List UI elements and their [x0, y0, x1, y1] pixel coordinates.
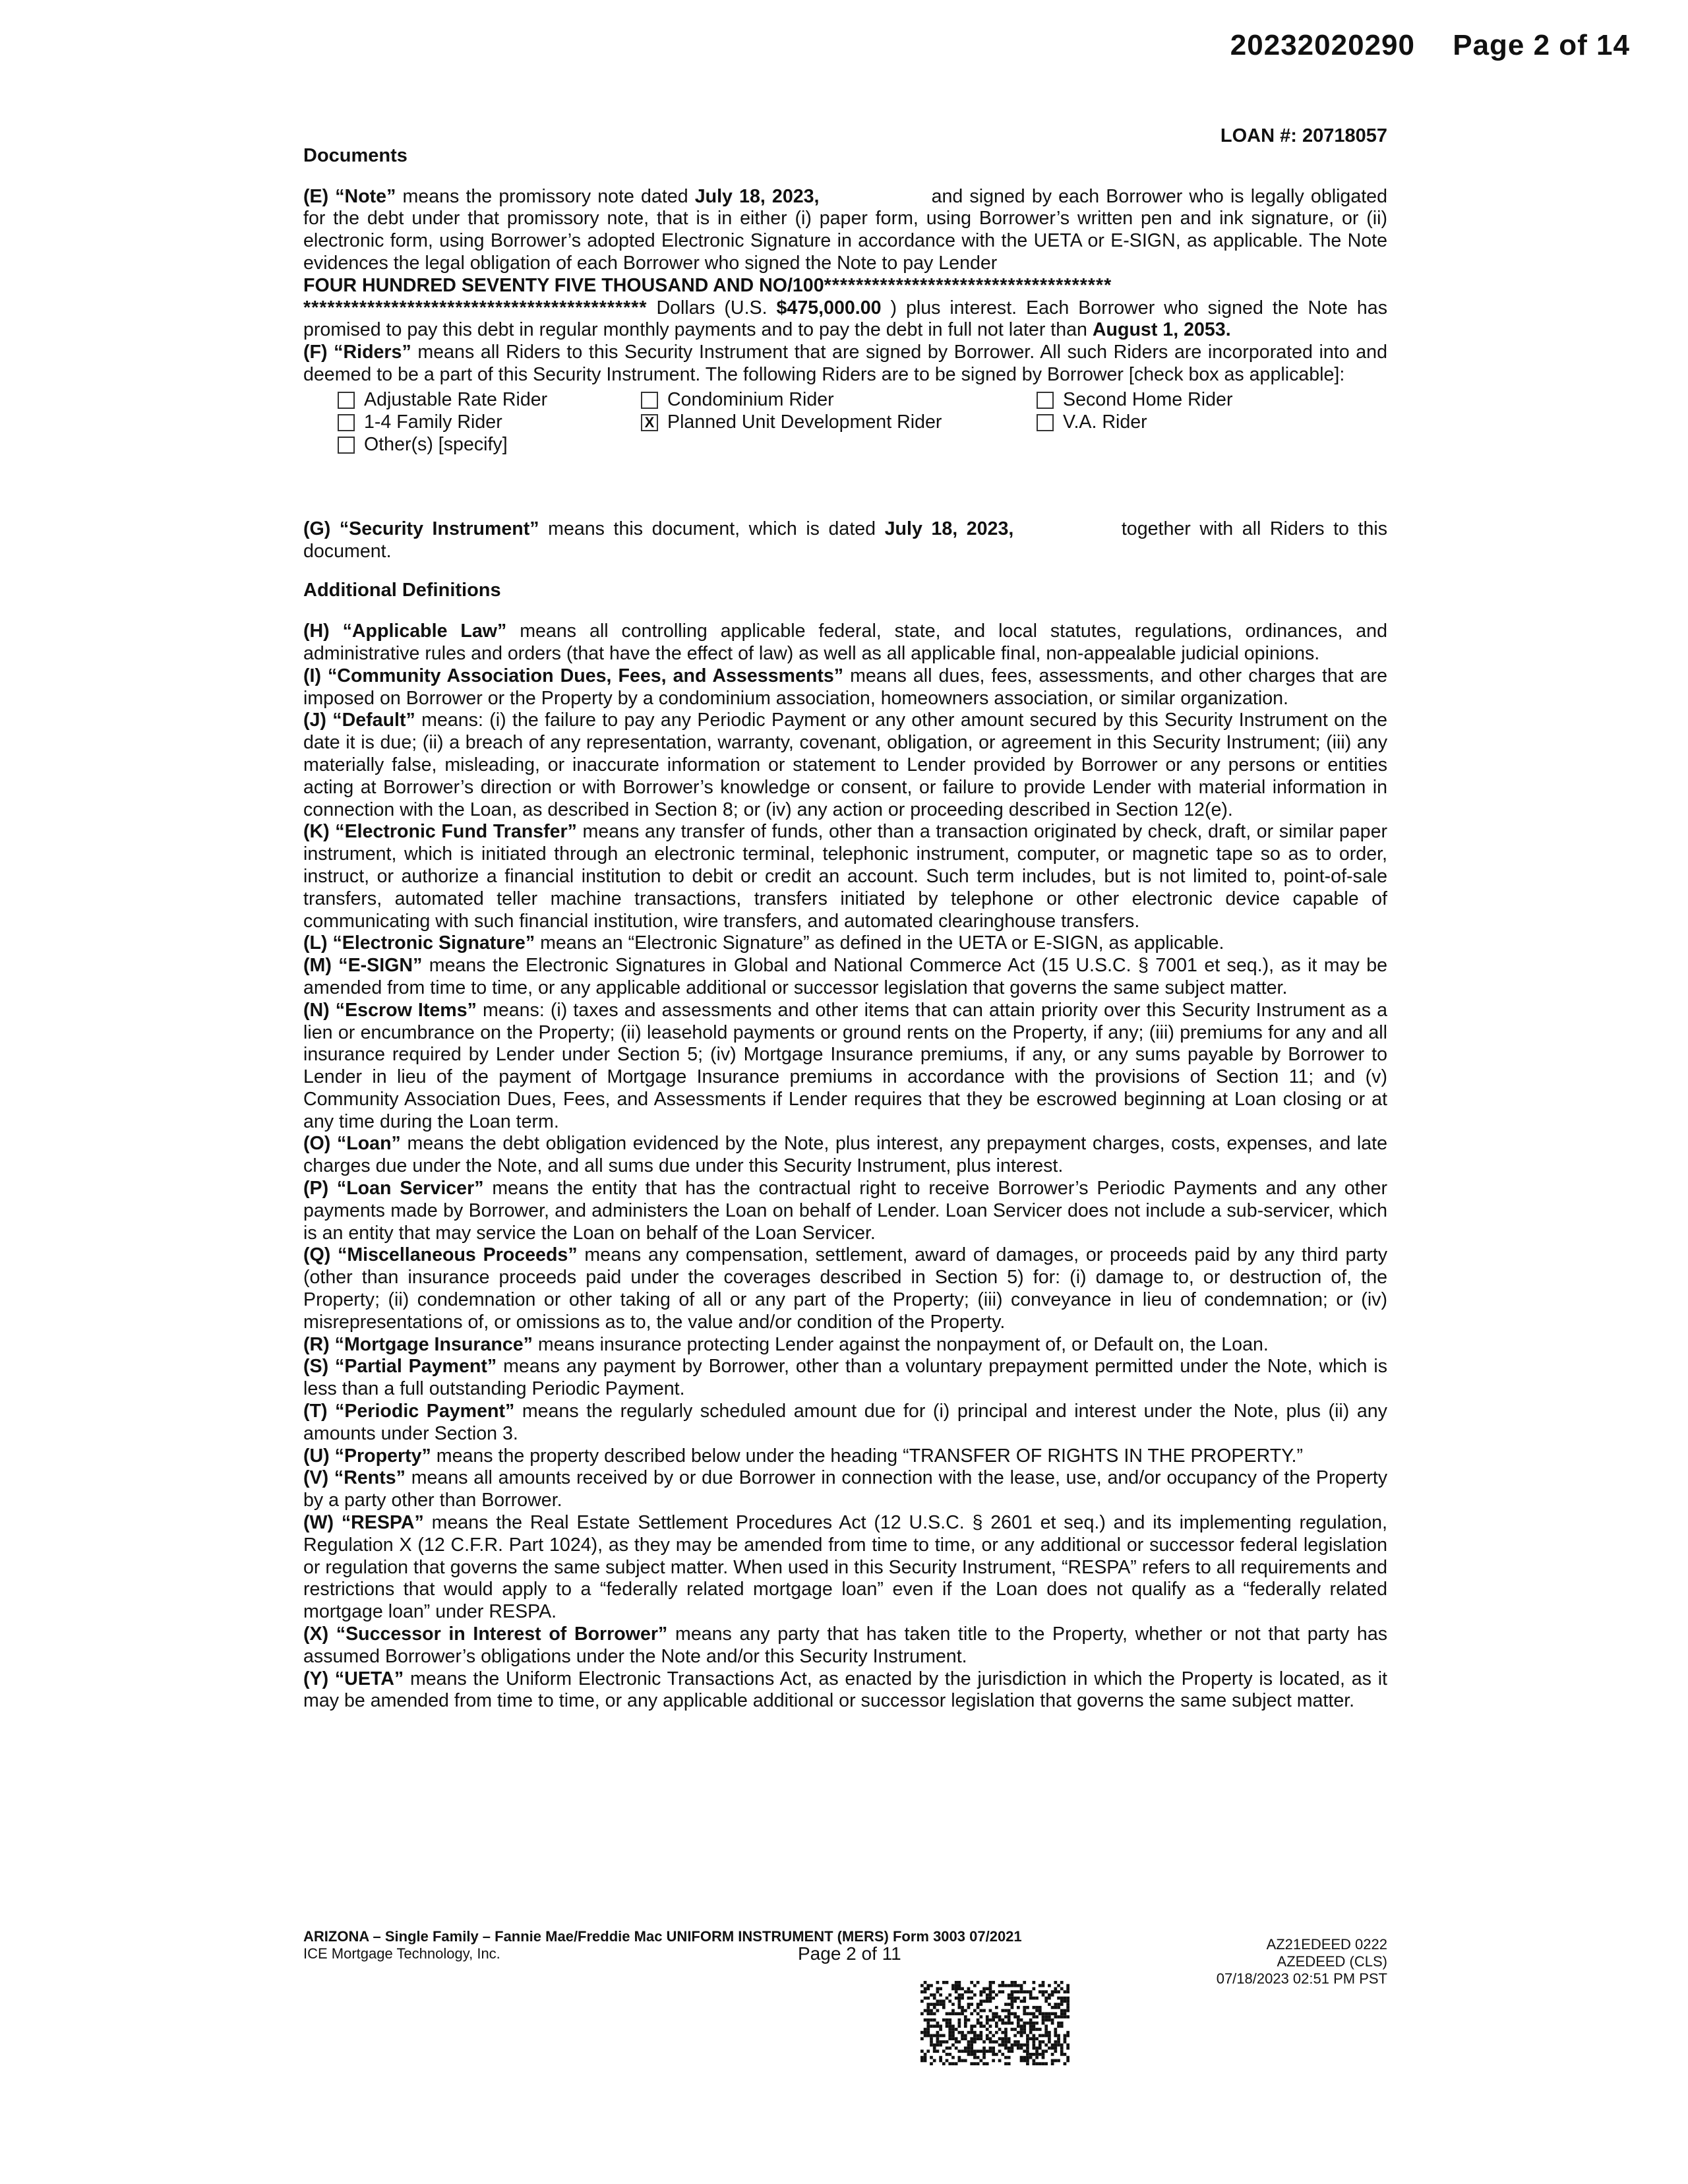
- definition-item: [303, 621, 1387, 665]
- checkbox-icon: [338, 437, 355, 454]
- definition-item: [303, 1178, 1387, 1244]
- definition-note: [303, 186, 1387, 342]
- definition-item: [303, 1000, 1387, 1134]
- def-text: means any payment by Borrower, other than a voluntary prepayment permitted under the Note, which is less than a full outstanding Periodic Payment.: [303, 1356, 1387, 1400]
- definitions-list: [303, 621, 1387, 1713]
- def-text: Dollars (U.S.: [647, 297, 777, 318]
- heading-documents: Documents: [303, 144, 407, 166]
- def-term: “Mortgage Insurance”: [334, 1333, 533, 1355]
- def-label: (W): [303, 1512, 342, 1534]
- def-text: means insurance protecting Lender against the nonpayment of, or Default on, the Loan.: [532, 1333, 1269, 1355]
- def-term: “Community Association Dues, Fees, and Assessments”: [328, 665, 844, 686]
- def-label: (X): [303, 1623, 336, 1645]
- riders-checkbox-grid: [338, 389, 1387, 456]
- definition-item: [303, 1244, 1387, 1333]
- footer-company: ICE Mortgage Technology, Inc.: [303, 1945, 500, 1962]
- def-label: (M): [303, 955, 339, 977]
- def-text: means the regularly scheduled amount due for (i) principal and interest under the Note, plus (ii) any amounts under Section 3.: [303, 1401, 1387, 1444]
- def-term: “Property”: [334, 1445, 431, 1467]
- definition-item: [303, 1668, 1387, 1713]
- footer-page-number: Page 2 of 11: [798, 1943, 901, 1964]
- def-term: “E-SIGN”: [338, 955, 423, 977]
- definition-item: [303, 665, 1387, 710]
- def-term: “Periodic Payment”: [335, 1401, 515, 1422]
- def-text: means all Riders to this Security Instrument that are signed by Borrower. All such Riders are incorporated into and deemed to be a part of this Security Instrument. The following Riders are to be signed by Borrower [check box as applicable]:: [303, 342, 1387, 385]
- rider-label: Condominium Rider: [667, 388, 834, 410]
- def-text: means: (i) the failure to pay any Periodic Payment or any other amount secured by this Security Instrument on the date it is due; (ii) a breach of any representation, warranty, covenant, obligation, or agreement in this Security Instrument; (iii) any materially false, misleading, or inaccurate information or statement to Lender provided by Borrower or any persons or entities acting at Borrower’s direction or with Borrower’s knowledge or consent, or failure to provide Lender with material information in connection with the Loan, as described in Section 8; or (iv) any action or proceeding described in Section 12(e).: [303, 710, 1388, 820]
- def-text: means the promissory note dated: [396, 185, 695, 207]
- definition-item: [303, 1467, 1387, 1512]
- def-text: means the Electronic Signatures in Global and National Commerce Act (15 U.S.C. § 7001 et seq.), as it may be amended from time to time, or any applicable additional or successor legislation that governs the same subject matter.: [303, 955, 1387, 998]
- def-label: (E): [303, 185, 336, 207]
- definition-item: [303, 1623, 1387, 1668]
- def-text: means all amounts received by or due Borrower in connection with the lease, use, and/or occupancy of the Property by a party other than Borrower.: [303, 1467, 1388, 1511]
- definition-item: [303, 1512, 1387, 1623]
- recording-number: 20232020290: [1230, 29, 1415, 61]
- checkbox-icon: [641, 392, 658, 409]
- def-label: (P): [303, 1178, 337, 1199]
- form-identifier: ARIZONA – Single Family – Fannie Mae/Freddie Mac UNIFORM INSTRUMENT (MERS) Form 3003 07/2021: [303, 1928, 1022, 1945]
- document-body: [303, 125, 1387, 1713]
- amount-in-words-line: [303, 275, 1112, 296]
- def-term: “Successor in Interest of Borrower”: [336, 1623, 668, 1645]
- form-code: AZ21EDEED 0222: [1266, 1936, 1387, 1953]
- def-term: “Loan Servicer”: [336, 1178, 484, 1199]
- def-label: (J): [303, 710, 333, 731]
- def-text: means the Real Estate Settlement Procedures Act (12 U.S.C. § 2601 et seq.) and its implementing regulation, Regulation X (12 C.F.R. Part 1024), as they may be amended from time to time, or any additional or successor federal legislation or regulation that governs the same subject matter. When used in this Security Instrument, “RESPA” refers to all requirements and restrictions that would apply to a “federally related mortgage loan” even if the Loan does not qualify as a “federally related mortgage loan” under RESPA.: [303, 1512, 1387, 1623]
- rider-option: [641, 389, 1037, 411]
- def-text: means this document, which is dated: [539, 518, 885, 539]
- footer-left: [303, 1928, 1160, 1962]
- def-term: “Electronic Signature”: [332, 932, 535, 954]
- def-label: (H): [303, 621, 343, 642]
- loan-number: LOAN #: 20718057: [1220, 125, 1387, 146]
- def-text: means any transfer of funds, other than a transaction originated by check, draft, or similar paper instrument, which is initiated through an electronic terminal, telephonic instrument, computer, or magnetic tape so as to order, instruct, or authorize a financial institution to debit or credit an account. Such term includes, but is not limited to, point-of-sale transfers, automated teller machine transactions, transfers initiated by telephone or other electronic device capable of communicating with such financial institution, wire transfers, and automated clearinghouse transfers.: [303, 821, 1387, 932]
- checkbox-icon: [338, 414, 355, 431]
- def-text: means: (i) taxes and assessments and other items that can attain priority over this Security Instrument as a lien or encumbrance on the Property; (ii) leasehold payments or ground rents on the Property, if any; (iii) premiums for any and all insurance required by Lender under Section 5; (iv) Mortgage Insurance premiums, if any, or any sums payable by Borrower to Lender in lieu of the payment of Mortgage Insurance premiums in accordance with the provisions of Section 11; and (v) Community Association Dues, Fees, and Assessments if Lender requires that they be escrowed beginning at Loan closing or at any time during the Loan term.: [303, 999, 1388, 1132]
- rider-label: 1-4 Family Rider: [364, 411, 502, 433]
- rider-option: [338, 411, 641, 434]
- fill-stars: ************************************: [824, 274, 1112, 296]
- checkbox-icon: [338, 392, 355, 409]
- def-label: (S): [303, 1356, 336, 1378]
- rider-label: Adjustable Rate Rider: [364, 388, 548, 410]
- def-term: “Loan”: [336, 1133, 401, 1155]
- def-label: (F): [303, 342, 334, 363]
- recording-page-label: Page 2 of 14: [1453, 29, 1630, 61]
- rider-label: V.A. Rider: [1063, 411, 1147, 433]
- def-term: “Note”: [335, 185, 396, 207]
- definition-item: [303, 1334, 1387, 1356]
- security-instrument-date: July 18, 2023,: [884, 518, 1014, 539]
- def-text: means the debt obligation evidenced by the Note, plus interest, any prepayment charges, costs, expenses, and late charges due under the Note, and all sums due under this Security Instrument, plus interest.: [303, 1133, 1387, 1177]
- def-label: (O): [303, 1133, 337, 1155]
- definition-item: [303, 955, 1387, 1000]
- def-term: “Security Instrument”: [339, 518, 539, 539]
- rider-option: [1037, 389, 1313, 411]
- def-term: “Applicable Law”: [342, 621, 507, 642]
- def-label: (G): [303, 518, 340, 539]
- def-term: “Rents”: [334, 1467, 406, 1489]
- recording-header: [1230, 29, 1630, 62]
- def-term: “Partial Payment”: [335, 1356, 497, 1378]
- def-label: (V): [303, 1467, 334, 1489]
- footer-timestamp: 07/18/2023 02:51 PM PST: [1216, 1970, 1387, 1987]
- def-text: means the property described below under the heading “TRANSFER OF RIGHTS IN THE PROPERTY.”: [431, 1445, 1304, 1467]
- rider-label: Other(s) [specify]: [364, 433, 508, 455]
- rider-option: [338, 389, 641, 411]
- maturity-date: August 1, 2053.: [1092, 319, 1231, 341]
- def-text: means all controlling applicable federal, state, and local statutes, regulations, ordinances, and administrative rules and orders (that have the effect of law) as well as all applicable final, non-appealable judicial opinions.: [303, 621, 1387, 664]
- def-label: (Y): [303, 1668, 335, 1689]
- note-date: July 18, 2023,: [694, 185, 820, 207]
- heading-additional-definitions: Additional Definitions: [303, 580, 501, 601]
- fill-stars: *******************************************: [303, 297, 648, 318]
- checkbox-icon: X: [641, 414, 658, 431]
- rider-label: Second Home Rider: [1063, 388, 1233, 410]
- rider-option: [338, 434, 641, 456]
- rider-label: Planned Unit Development Rider: [667, 411, 942, 433]
- def-label: (N): [303, 999, 336, 1021]
- def-text: means any compensation, settlement, award of damages, or proceeds paid by any third party (other than insurance proceeds paid under the coverages described in Section 5) for: (i) damage to, or destruction of, the Property; (ii) condemnation or other taking of all or any part of the Property; (iii) conveyance in lieu of condemnation; or (iv) misrepresentations of, or omissions as to, the value and/or condition of the Property.: [303, 1244, 1388, 1333]
- def-label: (Q): [303, 1244, 338, 1266]
- def-label: (I): [303, 665, 328, 686]
- def-term: “Escrow Items”: [335, 999, 477, 1021]
- def-text: means the Uniform Electronic Transactions Act, as enacted by the jurisdiction in which the Property is located, as it may be amended from time to time, or any applicable additional or successor legislation that governs the same subject matter.: [303, 1668, 1387, 1712]
- def-text: means any party that has taken title to the Property, whether or not that party has assumed Borrower’s obligations under the Note and/or this Security Instrument.: [303, 1623, 1388, 1667]
- def-label: (L): [303, 932, 333, 954]
- checkbox-icon: [1037, 414, 1054, 431]
- form-code-cls: AZEDEED (CLS): [1277, 1953, 1387, 1970]
- definition-item: [303, 932, 1387, 955]
- def-label: (T): [303, 1401, 336, 1422]
- def-term: “UETA”: [334, 1668, 404, 1689]
- def-label: (R): [303, 1333, 335, 1355]
- amount-numeric-line: [303, 297, 882, 318]
- definition-security-instrument: [303, 518, 1387, 563]
- def-text: and signed by each Borrower who is legally obligated for the debt under that promissory note, that is in either (i) paper form, using Borrower’s written pen and ink signature, or (ii) electronic form, using Borrower’s adopted Electronic Signature in accordance with the UETA or E-SIGN, as applicable. The Note evidences the legal obligation of each Borrower who signed the Note to pay Lender: [303, 185, 1387, 274]
- amount-in-words: FOUR HUNDRED SEVENTY FIVE THOUSAND AND NO/100: [303, 274, 824, 296]
- def-text: means all dues, fees, assessments, and other charges that are imposed on Borrower or the Property by a condominium association, homeowners association, or similar organization.: [303, 665, 1387, 709]
- footer-codes: [1217, 1936, 1387, 1987]
- checkbox-icon: [1037, 392, 1054, 409]
- def-term: “Default”: [332, 710, 415, 731]
- def-text: means the entity that has the contractual right to receive Borrower’s Periodic Payments and any other payments made by Borrower, and administers the Loan on behalf of Lender. Loan Servicer does not include a sub-servicer, which is an entity that may service the Loan on behalf of the Loan Servicer.: [303, 1178, 1387, 1244]
- def-text: together with all Riders to this document.: [303, 518, 1387, 562]
- definition-item: [303, 1133, 1387, 1178]
- def-term: “Electronic Fund Transfer”: [335, 821, 577, 843]
- definition-item: [303, 1356, 1387, 1401]
- rider-option: [641, 411, 1037, 434]
- definition-item: [303, 710, 1387, 821]
- loan-amount: $475,000.00: [776, 297, 882, 318]
- rider-option: [1037, 411, 1313, 434]
- def-label: (K): [303, 821, 336, 843]
- def-term: “Miscellaneous Proceeds”: [338, 1244, 578, 1266]
- barcode-icon: [920, 1981, 1070, 2065]
- definition-riders: [303, 342, 1387, 386]
- definition-item: [303, 821, 1387, 932]
- definition-item: [303, 1401, 1387, 1445]
- def-text: ) plus interest. Each Borrower who signed the Note has promised to pay this debt in regular monthly payments and to pay the debt in full not later than: [303, 297, 1387, 341]
- def-text: means an “Electronic Signature” as defined in the UETA or E-SIGN, as applicable.: [535, 932, 1224, 954]
- def-label: (U): [303, 1445, 335, 1467]
- def-term: “Riders”: [334, 342, 411, 363]
- definition-item: [303, 1445, 1387, 1468]
- def-term: “RESPA”: [341, 1512, 424, 1534]
